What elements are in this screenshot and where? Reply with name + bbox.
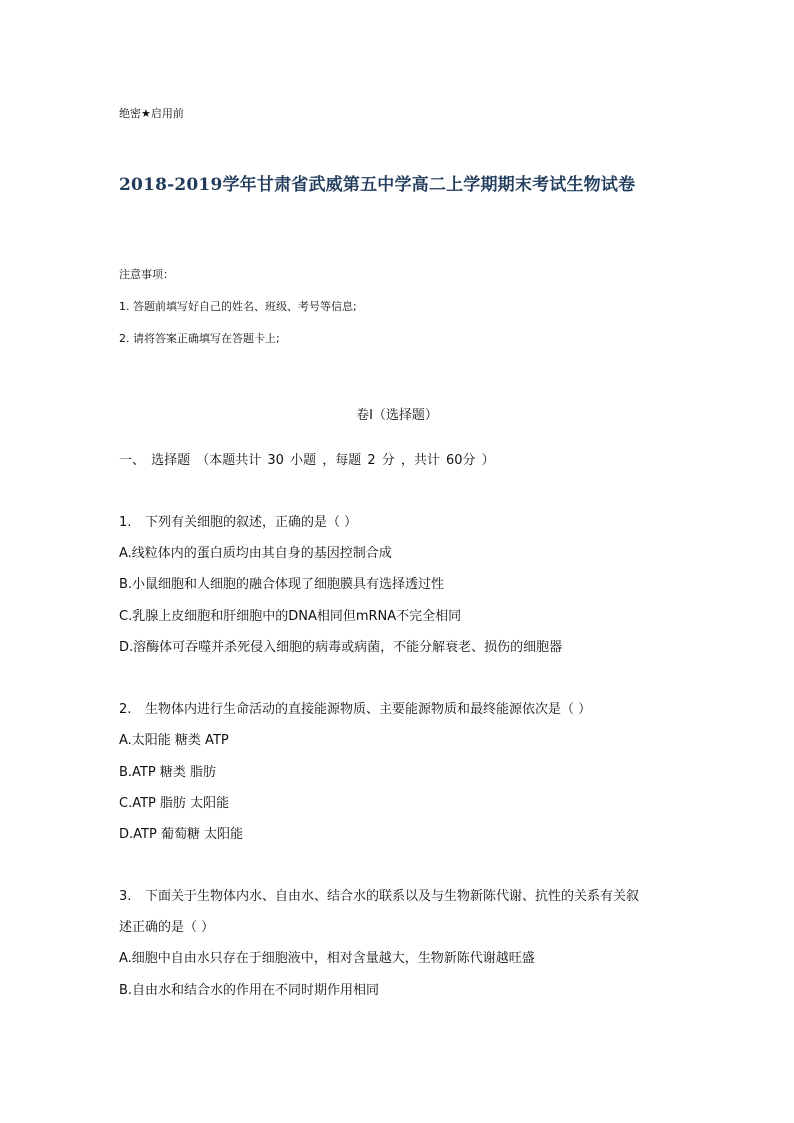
question-number: 3. — [119, 889, 132, 904]
question-2-option-b: B.ATP 糖类 脂肪 — [119, 765, 216, 780]
question-3-option-b: B.自由水和结合水的作用在不同时期作用相同 — [119, 983, 380, 998]
question-2-option-d: D.ATP 葡萄糖 太阳能 — [119, 827, 244, 842]
question-3-stem-continued: 述正确的是（ ） — [119, 920, 215, 935]
exam-title: 2018-2019学年甘肃省武威第五中学高二上学期期末考试生物试卷 — [119, 175, 636, 195]
question-text: 生物体内进行生命活动的直接能源物质、主要能源物质和最终能源依次是（ ） — [145, 702, 592, 717]
question-text: 下列有关细胞的叙述，正确的是（ ） — [145, 515, 358, 530]
question-3-stem — [119, 885, 639, 904]
volume-heading: 卷I（选择题） — [356, 408, 438, 423]
question-3-option-a: A.细胞中自由水只存在于细胞液中，相对含量越大，生物新陈代谢越旺盛 — [119, 951, 535, 966]
question-number: 2. — [119, 702, 132, 717]
notice-item: 1. 答题前填写好自己的姓名、班级、考号等信息; — [119, 300, 357, 313]
question-number: 1. — [119, 515, 132, 530]
section-heading: 一、 选择题 （本题共计 30 小题 ，每题 2 分 ，共计 60分 ） — [119, 453, 495, 468]
notice-title: 注意事项： — [119, 268, 174, 281]
question-2-option-a: A.太阳能 糖类 ATP — [119, 733, 229, 748]
notice-item: 2. 请将答案正确填写在答题卡上; — [119, 332, 280, 345]
question-1-option-b: B.小鼠细胞和人细胞的融合体现了细胞膜具有选择透过性 — [119, 577, 445, 592]
question-1-option-a: A.线粒体内的蛋白质均由其自身的基因控制合成 — [119, 546, 392, 561]
question-1-stem — [119, 511, 357, 530]
question-text: 下面关于生物体内水、自由水、结合水的联系以及与生物新陈代谢、抗性的关系有关叙 — [145, 889, 640, 904]
secret-mark: 绝密★启用前 — [119, 107, 184, 120]
question-2-option-c: C.ATP 脂肪 太阳能 — [119, 796, 230, 811]
question-1-option-c: C.乳腺上皮细胞和肝细胞中的DNA相同但mRNA不完全相同 — [119, 609, 462, 624]
question-2-stem — [119, 698, 591, 717]
question-1-option-d: D.溶酶体可吞噬并杀死侵入细胞的病毒或病菌，不能分解衰老、损伤的细胞器 — [119, 640, 563, 655]
